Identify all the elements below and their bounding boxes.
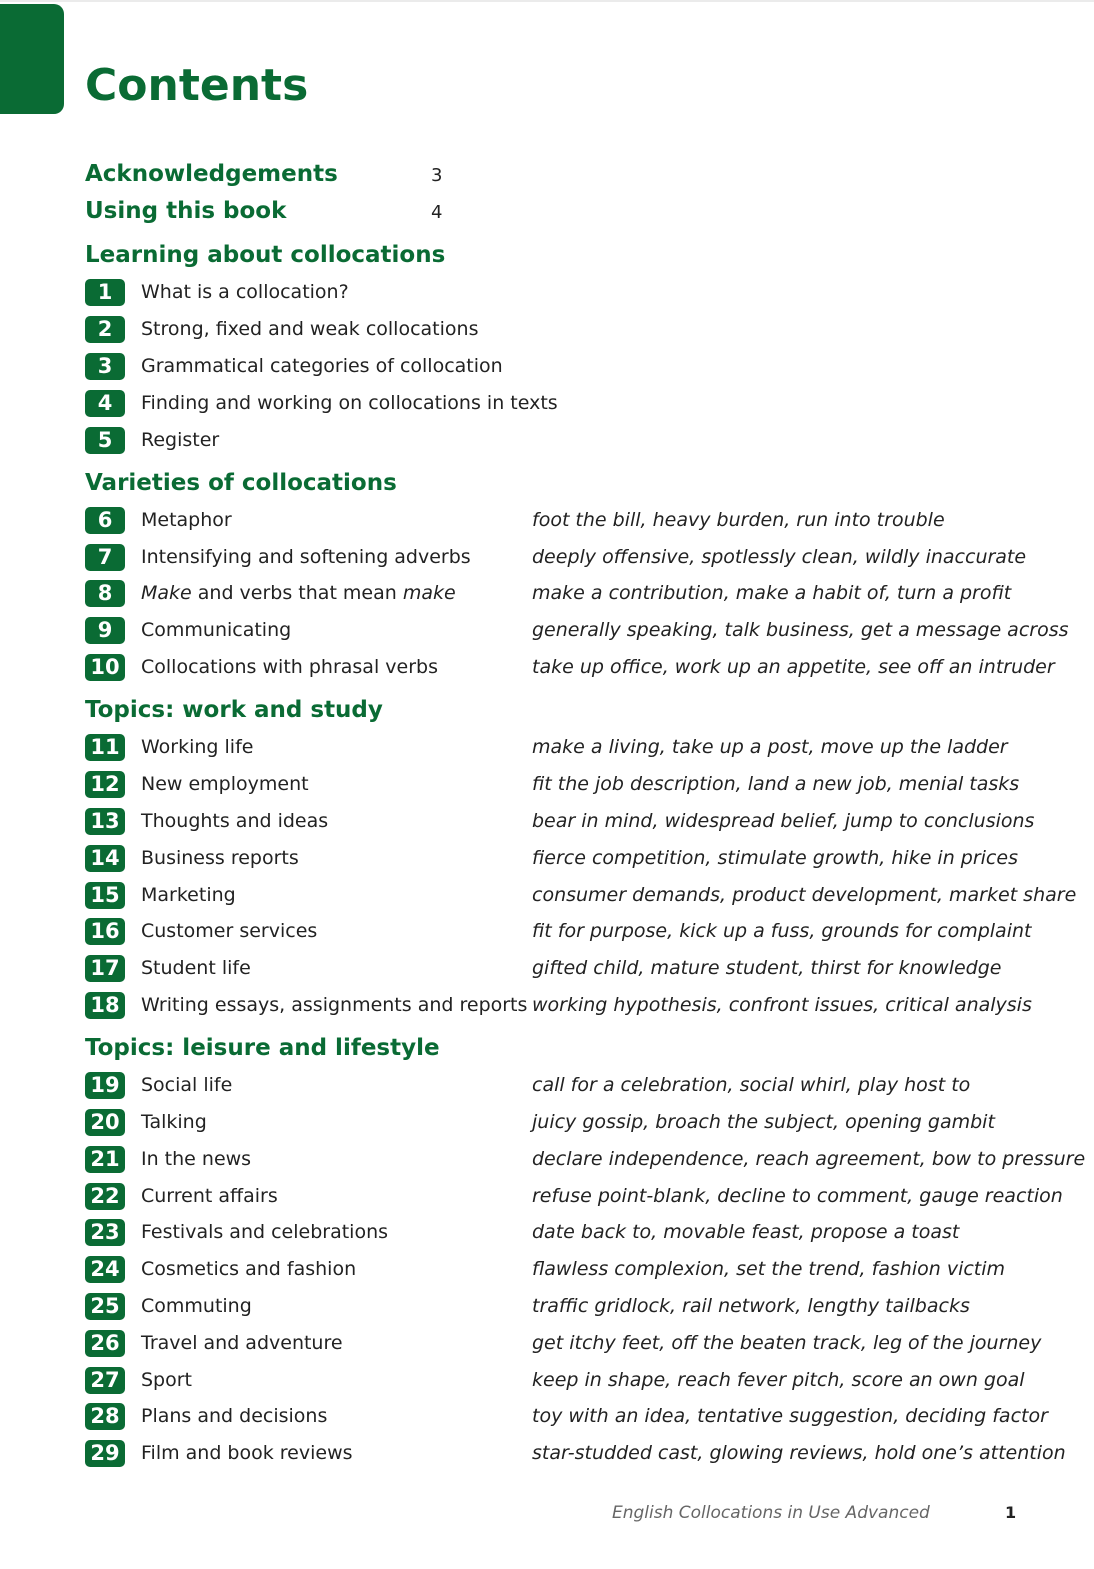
unit-title: Plans and decisions	[141, 1405, 328, 1427]
section-heading[interactable]: Learning about collocations	[85, 242, 446, 268]
unit-example-collocations: date back to, movable feast, propose a toast	[532, 1221, 960, 1243]
unit-example-collocations: consumer demands, product development, market share	[532, 884, 1077, 906]
unit-example-collocations: bear in mind, widespread belief, jump to conclusions	[532, 810, 1035, 832]
unit-example-collocations: call for a celebration, social whirl, play host to	[532, 1074, 971, 1096]
section-heading[interactable]: Topics: leisure and lifestyle	[85, 1035, 440, 1061]
unit-title: Marketing	[141, 884, 236, 906]
unit-title: Social life	[141, 1074, 233, 1096]
unit-title: Strong, fixed and weak collocations	[141, 318, 479, 340]
unit-title: Finding and working on collocations in texts	[141, 392, 558, 414]
unit-row[interactable]	[85, 353, 1045, 381]
unit-number-badge: 19	[85, 1072, 125, 1099]
unit-row[interactable]	[85, 955, 1045, 983]
unit-number-badge: 7	[85, 544, 125, 571]
unit-row[interactable]	[85, 544, 1045, 572]
unit-title: Metaphor	[141, 509, 232, 531]
unit-example-collocations: juicy gossip, broach the subject, opening gambit	[532, 1111, 995, 1133]
unit-example-collocations: traffic gridlock, rail network, lengthy tailbacks	[532, 1295, 970, 1317]
unit-title: Grammatical categories of collocation	[141, 355, 503, 377]
unit-title: Business reports	[141, 847, 299, 869]
unit-title: Cosmetics and fashion	[141, 1258, 357, 1280]
unit-number-badge: 23	[85, 1219, 125, 1246]
front-matter-page: 3	[431, 165, 443, 186]
unit-title: New employment	[141, 773, 309, 795]
unit-title: Intensifying and softening adverbs	[141, 546, 471, 568]
unit-title: Communicating	[141, 619, 292, 641]
unit-example-collocations: generally speaking, talk business, get a message across	[532, 619, 1069, 641]
unit-number-badge: 22	[85, 1183, 125, 1210]
unit-row[interactable]	[85, 808, 1045, 836]
unit-number-badge: 29	[85, 1440, 125, 1467]
unit-title: Writing essays, assignments and reports	[141, 994, 528, 1016]
unit-title: Make and verbs that mean make	[141, 582, 456, 604]
unit-example-collocations: make a living, take up a post, move up the ladder	[532, 736, 1008, 758]
unit-example-collocations: declare independence, reach agreement, bow to pressure	[532, 1148, 1086, 1170]
top-border	[0, 0, 1094, 2]
unit-row[interactable]	[85, 882, 1077, 910]
unit-row[interactable]	[85, 390, 1045, 418]
unit-title: What is a collocation?	[141, 281, 349, 303]
unit-example-collocations: gifted child, mature student, thirst for knowledge	[532, 957, 1002, 979]
unit-example-collocations: toy with an idea, tentative suggestion, deciding factor	[532, 1405, 1048, 1427]
unit-row[interactable]	[85, 1219, 1045, 1247]
unit-title: Commuting	[141, 1295, 252, 1317]
page-number: 1	[1005, 1503, 1017, 1522]
unit-row[interactable]	[85, 427, 1045, 455]
unit-row[interactable]	[85, 771, 1045, 799]
unit-number-badge: 9	[85, 617, 125, 644]
unit-row[interactable]	[85, 1072, 1045, 1100]
unit-title: Film and book reviews	[141, 1442, 353, 1464]
unit-row[interactable]	[85, 1109, 1045, 1137]
unit-number-badge: 3	[85, 353, 125, 380]
unit-number-badge: 24	[85, 1256, 125, 1283]
unit-title: Travel and adventure	[141, 1332, 343, 1354]
unit-number-badge: 5	[85, 427, 125, 454]
unit-row[interactable]	[85, 1367, 1045, 1395]
unit-row[interactable]	[85, 1256, 1045, 1284]
unit-row[interactable]	[85, 734, 1045, 762]
unit-number-badge: 1	[85, 279, 125, 306]
unit-title: Collocations with phrasal verbs	[141, 656, 438, 678]
unit-example-collocations: flawless complexion, set the trend, fashion victim	[532, 1258, 1006, 1280]
unit-example-collocations: fit the job description, land a new job, menial tasks	[532, 773, 1020, 795]
unit-number-badge: 20	[85, 1109, 125, 1136]
unit-row[interactable]	[85, 845, 1045, 873]
front-matter-item[interactable]: Acknowledgements	[85, 161, 338, 187]
chapter-tab	[0, 4, 64, 114]
unit-row[interactable]	[85, 1146, 1086, 1174]
unit-title: Current affairs	[141, 1185, 278, 1207]
unit-example-collocations: keep in shape, reach fever pitch, score an own goal	[532, 1369, 1025, 1391]
unit-row[interactable]	[85, 1330, 1045, 1358]
unit-number-badge: 15	[85, 882, 125, 909]
unit-title: Customer services	[141, 920, 318, 942]
unit-row[interactable]	[85, 1293, 1045, 1321]
unit-number-badge: 26	[85, 1330, 125, 1357]
unit-number-badge: 28	[85, 1403, 125, 1430]
unit-example-collocations: foot the bill, heavy burden, run into trouble	[532, 509, 945, 531]
unit-title: Talking	[141, 1111, 207, 1133]
unit-number-badge: 17	[85, 955, 125, 982]
unit-row[interactable]	[85, 1403, 1048, 1431]
unit-row[interactable]	[85, 1183, 1063, 1211]
unit-example-collocations: star-studded cast, glowing reviews, hold one’s attention	[532, 1442, 1066, 1464]
unit-row[interactable]	[85, 992, 1045, 1020]
unit-number-badge: 27	[85, 1367, 125, 1394]
unit-number-badge: 14	[85, 845, 125, 872]
unit-title: Register	[141, 429, 220, 451]
unit-title: In the news	[141, 1148, 252, 1170]
unit-number-badge: 18	[85, 992, 125, 1019]
unit-number-badge: 25	[85, 1293, 125, 1320]
page-title: Contents	[85, 60, 309, 111]
unit-title: Sport	[141, 1369, 193, 1391]
unit-number-badge: 21	[85, 1146, 125, 1173]
unit-title: Thoughts and ideas	[141, 810, 329, 832]
unit-row[interactable]	[85, 507, 1045, 535]
unit-number-badge: 8	[85, 580, 125, 607]
unit-number-badge: 12	[85, 771, 125, 798]
footer-book-title: English Collocations in Use Advanced	[612, 1503, 930, 1523]
unit-row[interactable]	[85, 279, 1045, 307]
unit-row[interactable]	[85, 580, 1045, 608]
unit-title: Working life	[141, 736, 254, 758]
section-heading[interactable]: Topics: work and study	[85, 697, 383, 723]
unit-row[interactable]	[85, 316, 1045, 344]
front-matter-page: 4	[431, 202, 443, 223]
unit-example-collocations: working hypothesis, confront issues, critical analysis	[532, 994, 1032, 1016]
unit-example-collocations: deeply offensive, spotlessly clean, wildly inaccurate	[532, 546, 1027, 568]
section-heading[interactable]: Varieties of collocations	[85, 470, 397, 496]
unit-number-badge: 16	[85, 918, 125, 945]
unit-number-badge: 10	[85, 654, 125, 681]
unit-example-collocations: make a contribution, make a habit of, turn a profit	[532, 582, 1012, 604]
front-matter-item[interactable]: Using this book	[85, 198, 287, 224]
unit-number-badge: 11	[85, 734, 125, 761]
unit-example-collocations: fierce competition, stimulate growth, hike in prices	[532, 847, 1018, 869]
unit-row[interactable]	[85, 918, 1045, 946]
unit-example-collocations: get itchy feet, off the beaten track, leg of the journey	[532, 1332, 1042, 1354]
unit-title: Festivals and celebrations	[141, 1221, 389, 1243]
unit-example-collocations: take up office, work up an appetite, see off an intruder	[532, 656, 1055, 678]
unit-example-collocations: refuse point-blank, decline to comment, gauge reaction	[532, 1185, 1063, 1207]
unit-title: Student life	[141, 957, 251, 979]
unit-number-badge: 4	[85, 390, 125, 417]
unit-row[interactable]	[85, 654, 1055, 682]
unit-row[interactable]	[85, 1440, 1066, 1468]
unit-number-badge: 13	[85, 808, 125, 835]
unit-number-badge: 2	[85, 316, 125, 343]
unit-example-collocations: fit for purpose, kick up a fuss, grounds for complaint	[532, 920, 1032, 942]
unit-row[interactable]	[85, 617, 1069, 645]
unit-number-badge: 6	[85, 507, 125, 534]
